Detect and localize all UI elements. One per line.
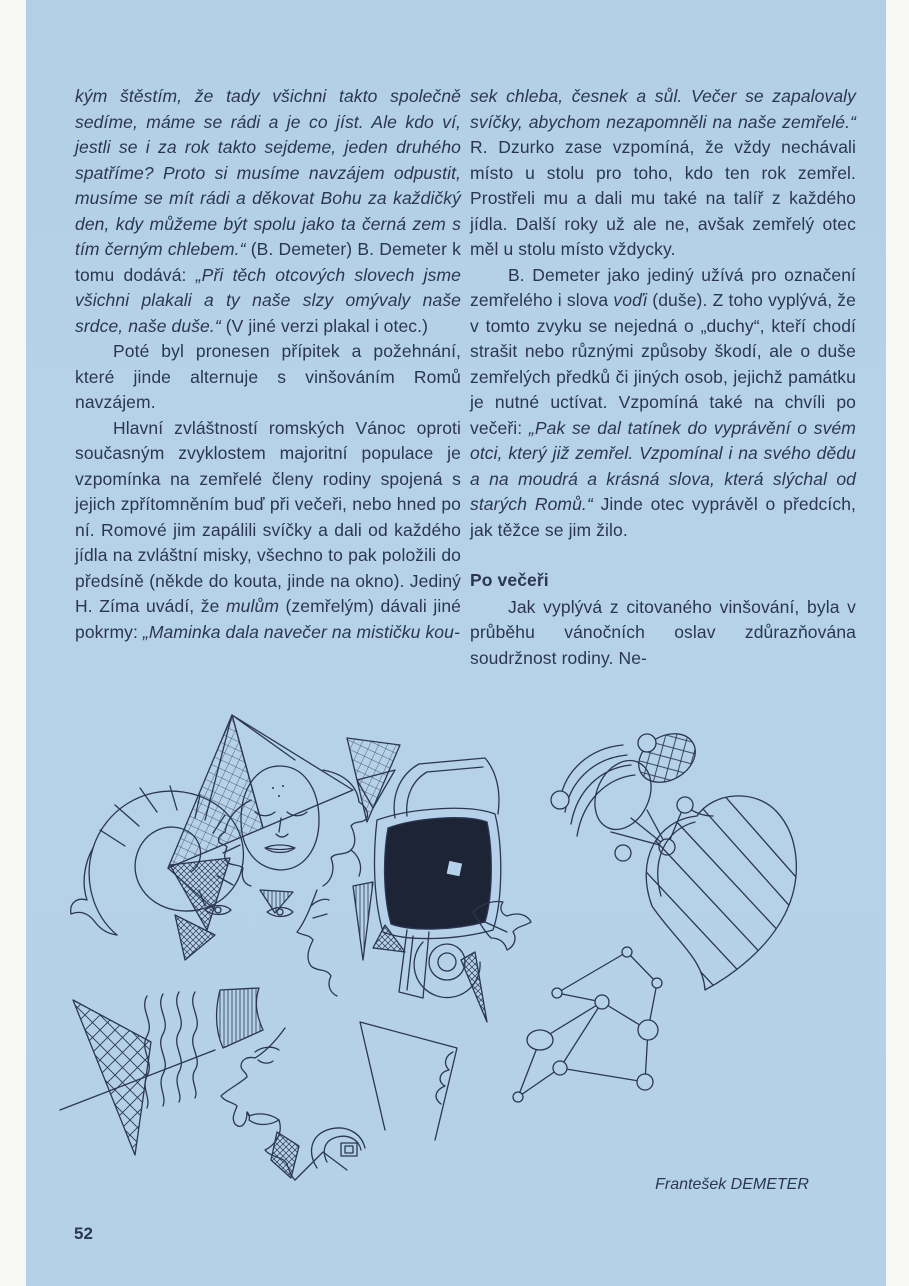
wavy-hair [145,992,198,1108]
ear-spiral [271,1128,365,1178]
left-column [75,84,461,645]
paragraph: Jak vyplývá z citovaného vinšování, byla v průběhu vánočních oslav zdůrazňována soudržnost rodiny. Ne- [470,596,856,668]
profile-face-middle [297,882,373,996]
right-column [470,84,856,671]
illustration [55,700,855,1210]
striped-heart [615,785,825,1030]
section-heading: Po večeři [470,570,549,590]
arc-node-cluster [551,724,713,861]
angular-shapes [360,1022,457,1140]
paragraph: Hlavní zvláštností romských Vánoc oproti současným zvyklostem majoritní populace je vzpomínka na zemřelé členy rodiny spojená s jejich zpřítomněním buď při večeři, nebo hned po ní. Romové jim zapálili svíčky a dali od každého jídla na zvláštní misky, všechno to pak položili do předsíně (někde do kouta, jinde na okno). Jediný H. Zíma uvádí, že mulům (zemřelým) dávali jiné pokrmy: „Maminka dala navečer na mističku kou- [75,417,462,642]
paragraph: sek chleba, česnek a sůl. Večer se zapalovaly svíčky, abychom nezapomněli na naše zemřelé.“ R. Dzurko zase vzpomíná, že vždy nechávali místo u stolu pro toho, kdo ten rok zemřel. Prostřeli mu a dali mu také na talíř z každého jídla. Další roky už ale ne, avšak zemřelý otec měl u stolu místo vždycky. [470,86,856,259]
paragraph: kým štěstím, že tady všichni takto společně sedíme, máme se rádi a je co jíst. Ale kdo ví, jestli se i za rok takto sejdeme, jeden druhého spatříme? Proto si musíme navzájem odpustit, musíme se mít rádi a děkovat Bohu za každičký den, kdy můžeme být spolu jako ta černá zem s tím černým chlebem.“ (B. Demeter) B. Demeter k tomu dodává: „Při těch otcových slovech jsme všichni plakali a ty naše slzy omývaly naše srdce, naše duše.“ (V jiné verzi plakal i otec.) [75,86,461,336]
page-number: 52 [74,1224,93,1243]
dark-block [373,758,501,998]
net-kite [60,1000,215,1155]
constellation-network [513,947,662,1102]
paragraph: B. Demeter jako jediný užívá pro označení zemřelého i slova voďi (duše). Z toho vyplývá, že v tomto zvyku se nejedná o „duchy“, kteří chodí strašit nebo různými způsoby škodí, ale o duše zemřelých předků či jiných osob, jejichž památku je nutné uctívat. Vzpomíná také na chvíli po večeři: „Pak se dal tatínek do vyprávění o svém otci, který již zemřel. Vzpomínal i na svého dědu a na moudrá a krásná slova, která slýchal od starých Romů.“ Jinde otec vyprávěl o předcích, jak těžce se jim žilo. [470,264,857,540]
hatched-cap [217,988,263,1048]
paragraph: Poté byl pronesen přípitek a požehnání, které jinde alternuje s vinšováním Romů navzájem. [75,341,461,412]
illustration-caption: Frantešek DEMETER [655,1176,809,1193]
